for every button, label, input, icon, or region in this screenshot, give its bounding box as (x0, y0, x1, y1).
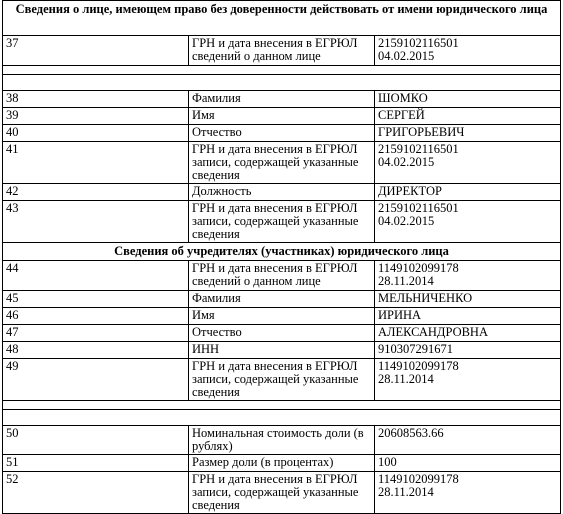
table-row (3, 291, 561, 308)
egrul-table (2, 0, 561, 514)
row-label: Фамилия (189, 291, 375, 308)
row-value: МЕЛЬНИЧЕНКО (375, 291, 561, 308)
table-row (3, 261, 561, 291)
row-number: 37 (3, 36, 189, 66)
row-value: ШОМКО (375, 91, 561, 108)
row-label: Размер доли (в процентах) (189, 455, 375, 472)
row-number: 46 (3, 308, 189, 325)
section-gap (3, 401, 561, 410)
row-number: 41 (3, 142, 189, 184)
row-value: 2159102116501 04.02.2015 (375, 201, 561, 243)
row-number: 45 (3, 291, 189, 308)
table-row (3, 36, 561, 66)
row-number: 40 (3, 125, 189, 142)
section-gap (3, 66, 561, 75)
row-value: 1149102099178 28.11.2014 (375, 359, 561, 401)
row-number: 52 (3, 472, 189, 514)
row-value: 1149102099178 28.11.2014 (375, 261, 561, 291)
row-label: Отчество (189, 325, 375, 342)
row-number: 50 (3, 426, 189, 455)
blank-row (3, 410, 561, 426)
row-label: ГРН и дата внесения в ЕГРЮЛ записи, содержащей указанные сведения (189, 359, 375, 401)
row-number: 48 (3, 342, 189, 359)
row-number: 39 (3, 108, 189, 125)
row-value: 20608563.66 (375, 426, 561, 455)
row-number: 38 (3, 91, 189, 108)
section-title: Сведения об учредителях (участниках) юридического лица (3, 243, 561, 261)
table-row (3, 142, 561, 184)
table-row (3, 125, 561, 142)
table-row (3, 108, 561, 125)
row-label: ГРН и дата внесения в ЕГРЮЛ записи, содержащей указанные сведения (189, 201, 375, 243)
row-value: 910307291671 (375, 342, 561, 359)
section-title: Сведения о лице, имеющем право без доверенности действовать от имени юридического лица (3, 1, 561, 36)
row-value: ГРИГОРЬЕВИЧ (375, 125, 561, 142)
row-number: 44 (3, 261, 189, 291)
row-label: Номинальная стоимость доли (в рублях) (189, 426, 375, 455)
row-label: Отчество (189, 125, 375, 142)
row-number: 49 (3, 359, 189, 401)
row-value: АЛЕКСАНДРОВНА (375, 325, 561, 342)
table-row (3, 308, 561, 325)
section-header-founders (3, 243, 561, 261)
row-label: Имя (189, 308, 375, 325)
table-row (3, 325, 561, 342)
row-value: 100 (375, 455, 561, 472)
row-value: ДИРЕКТОР (375, 184, 561, 201)
row-number: 42 (3, 184, 189, 201)
row-label: ИНН (189, 342, 375, 359)
row-value: 2159102116501 04.02.2015 (375, 142, 561, 184)
row-value: 1149102099178 28.11.2014 (375, 472, 561, 514)
table-row (3, 472, 561, 514)
table-row (3, 184, 561, 201)
table-row (3, 91, 561, 108)
table-row (3, 201, 561, 243)
row-label: ГРН и дата внесения в ЕГРЮЛ сведений о данном лице (189, 261, 375, 291)
row-label: Имя (189, 108, 375, 125)
table-row (3, 426, 561, 455)
row-number: 51 (3, 455, 189, 472)
row-value: 2159102116501 04.02.2015 (375, 36, 561, 66)
table-row (3, 359, 561, 401)
table-row (3, 342, 561, 359)
row-number: 47 (3, 325, 189, 342)
row-value: СЕРГЕЙ (375, 108, 561, 125)
section-header-director (3, 1, 561, 36)
row-value: ИРИНА (375, 308, 561, 325)
row-label: ГРН и дата внесения в ЕГРЮЛ записи, содержащей указанные сведения (189, 142, 375, 184)
row-label: ГРН и дата внесения в ЕГРЮЛ записи, содержащей указанные сведения (189, 472, 375, 514)
row-label: Должность (189, 184, 375, 201)
blank-row (3, 75, 561, 91)
row-number: 43 (3, 201, 189, 243)
row-label: ГРН и дата внесения в ЕГРЮЛ сведений о данном лице (189, 36, 375, 66)
row-label: Фамилия (189, 91, 375, 108)
